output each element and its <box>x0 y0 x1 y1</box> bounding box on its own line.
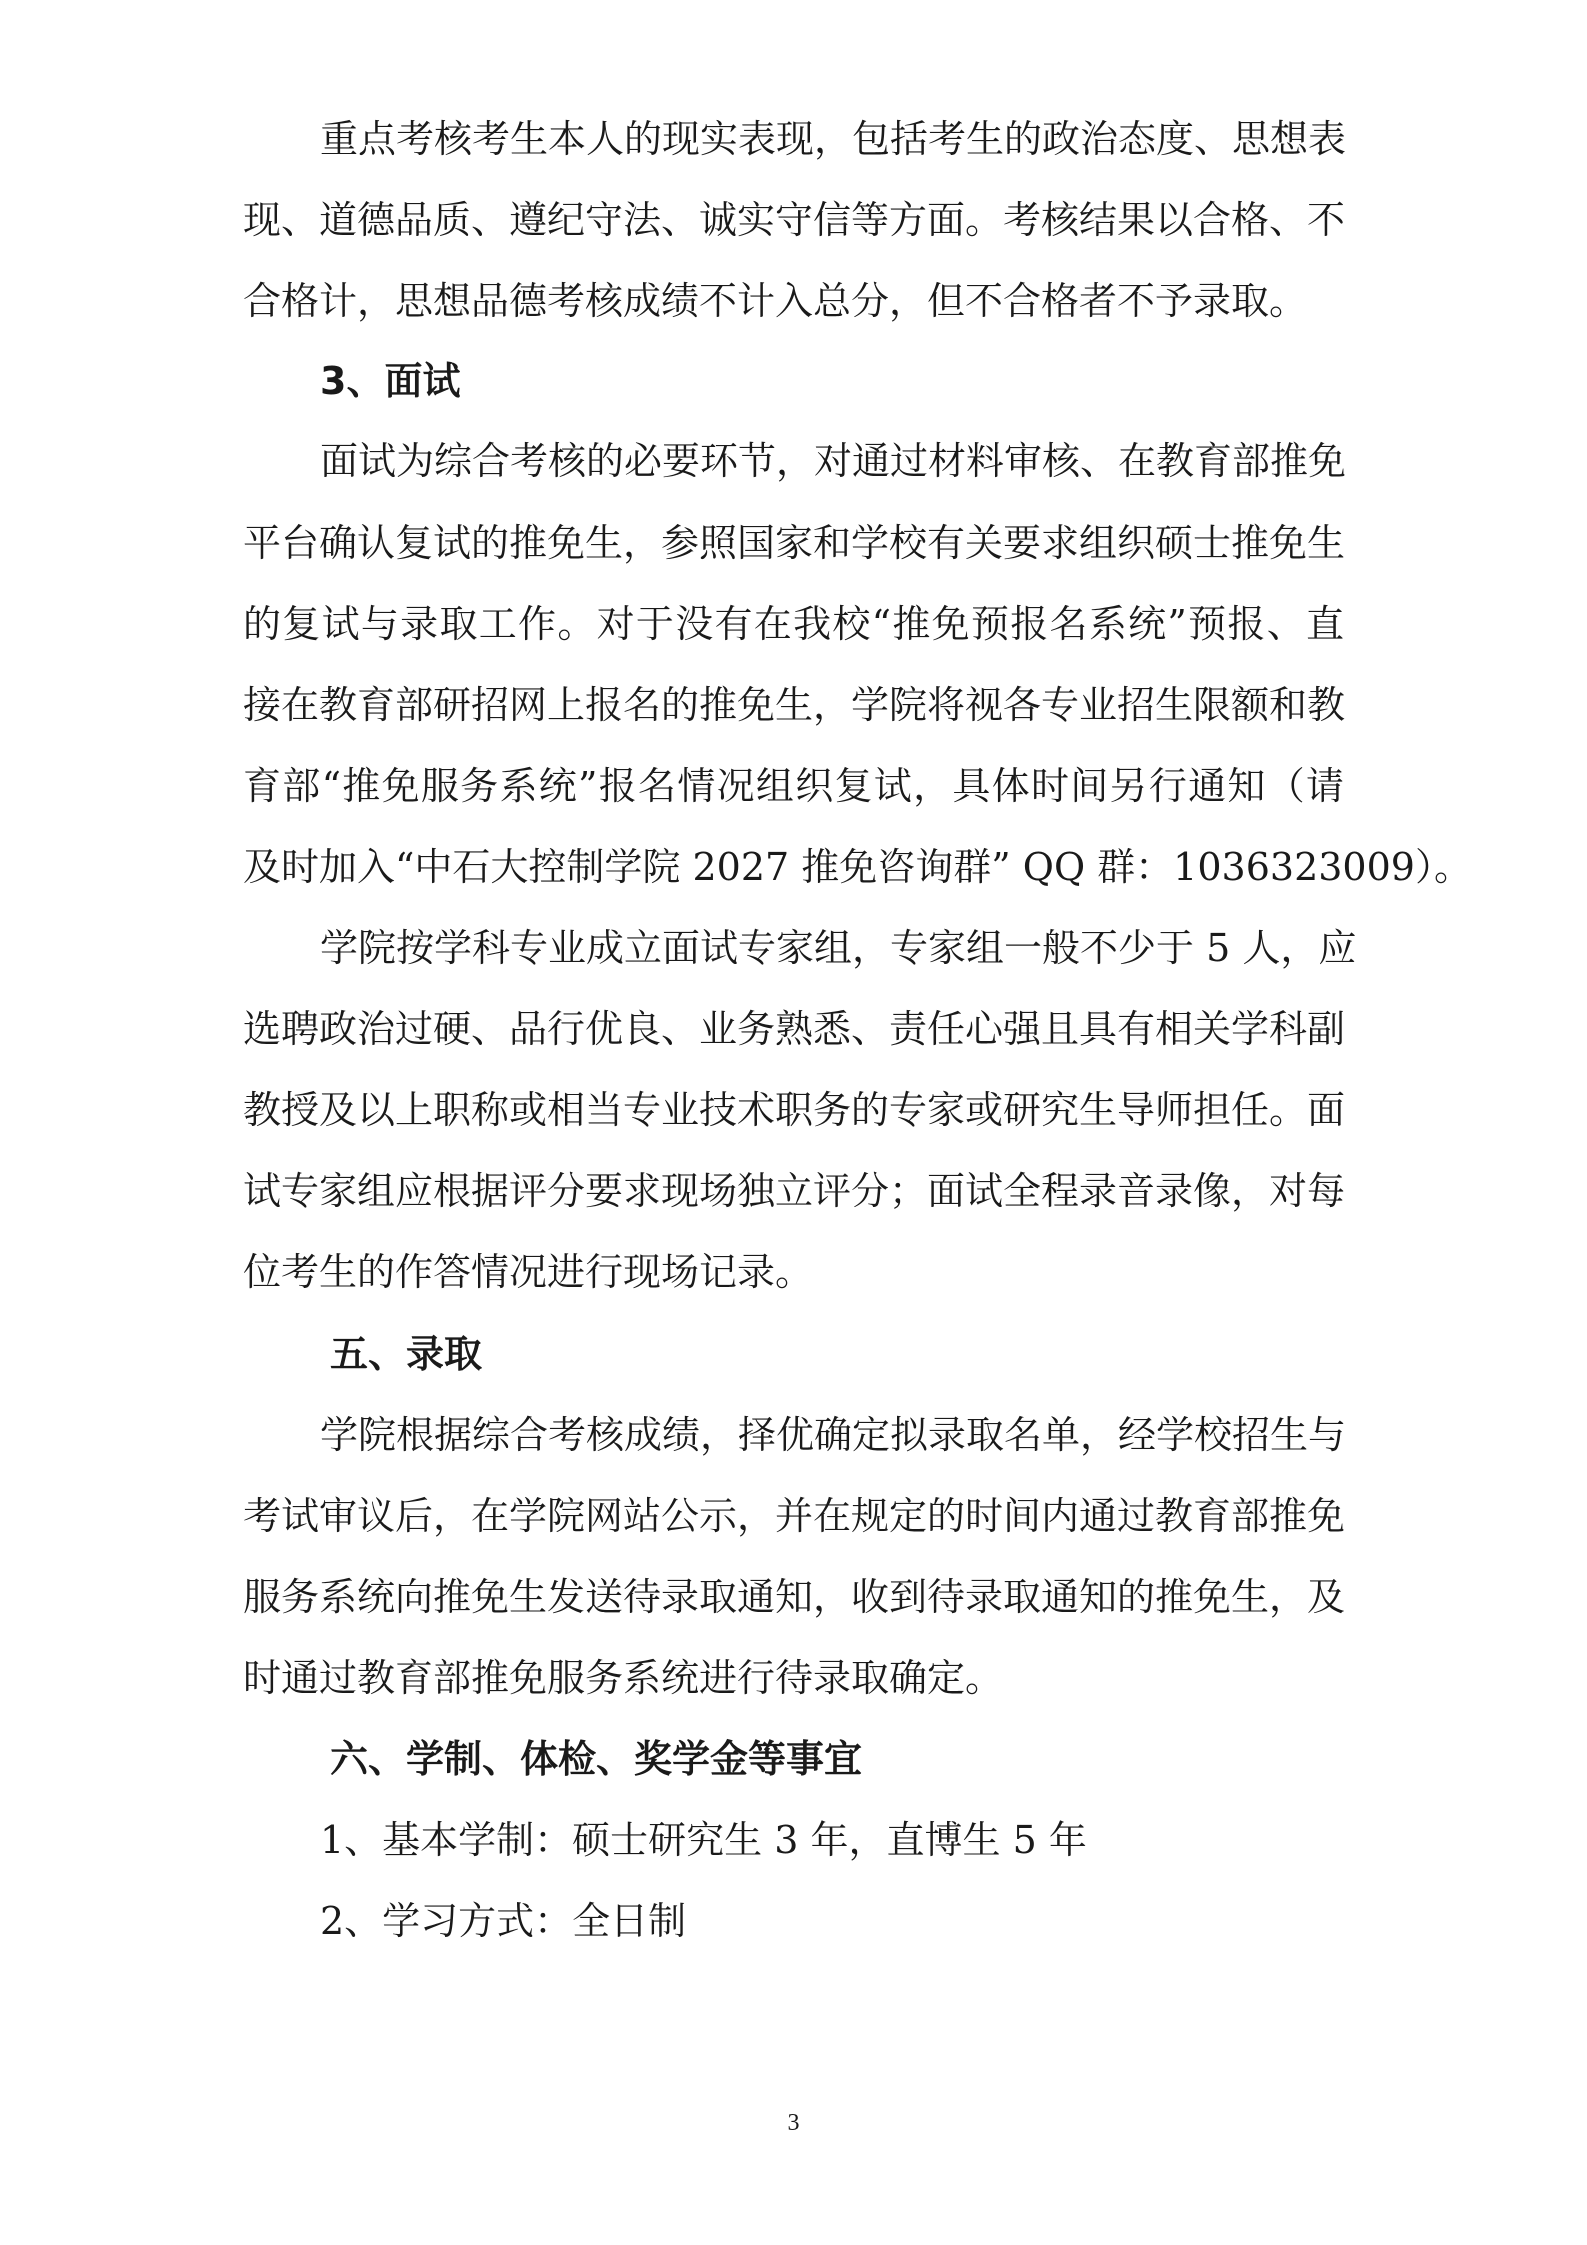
paragraph-line: 学院根据综合考核成绩，择优确定拟录取名单，经学校招生与 <box>320 1413 1347 1457</box>
paragraph-line: 试专家组应根据评分要求现场独立评分；面试全程录音录像，对每 <box>243 1169 1346 1213</box>
paragraph-line: 考试审议后，在学院网站公示，并在规定的时间内通过教育部推免 <box>243 1494 1346 1538</box>
paragraph-line: 选聘政治过硬、品行优良、业务熟悉、责任心强且具有相关学科副 <box>243 1007 1346 1051</box>
paragraph-line: 重点考核考生本人的现实表现，包括考生的政治态度、思想表 <box>320 117 1347 161</box>
paragraph-line: 服务系统向推免生发送待录取通知，收到待录取通知的推免生，及 <box>243 1575 1346 1619</box>
paragraph-line: 的复试与录取工作。对于没有在我校“推免预报名系统”预报、直 <box>243 602 1344 646</box>
paragraph-line: 位考生的作答情况进行现场记录。 <box>243 1250 814 1294</box>
paragraph-line: 面试为综合考核的必要环节，对通过材料审核、在教育部推免 <box>320 439 1347 483</box>
page-number: 3 <box>787 2110 800 2136</box>
paragraph-line: 合格计，思想品德考核成绩不计入总分，但不合格者不予录取。 <box>243 279 1308 323</box>
paragraph-line: 及时加入“中石大控制学院 2027 推免咨询群” QQ 群：1036323009）。 <box>243 845 1472 889</box>
list-item-study-length: 1、基本学制：硕士研究生 3 年，直博生 5 年 <box>320 1818 1087 1862</box>
paragraph-line: 育部“推免服务系统”报名情况组织复试，具体时间另行通知（请 <box>243 764 1344 808</box>
paragraph-line: 时通过教育部推免服务系统进行待录取确定。 <box>243 1656 1004 1700</box>
paragraph-line: 平台确认复试的推免生，参照国家和学校有关要求组织硕士推免生 <box>243 521 1346 565</box>
paragraph-line: 接在教育部研招网上报名的推免生，学院将视各专业招生限额和教 <box>243 683 1346 727</box>
paragraph-line: 现、道德品质、遵纪守法、诚实守信等方面。考核结果以合格、不 <box>243 198 1346 242</box>
paragraph-line: 学院按学科专业成立面试专家组，专家组一般不少于 5 人，应 <box>320 926 1357 970</box>
paragraph-line: 教授及以上职称或相当专业技术职务的专家或研究生导师担任。面 <box>243 1088 1346 1132</box>
section-heading-matters: 六、学制、体检、奖学金等事宜 <box>330 1737 863 1781</box>
section-heading-admission: 五、录取 <box>330 1332 483 1376</box>
list-item-study-mode: 2、学习方式：全日制 <box>320 1899 687 1943</box>
section-heading-interview: 3、面试 <box>320 359 461 403</box>
